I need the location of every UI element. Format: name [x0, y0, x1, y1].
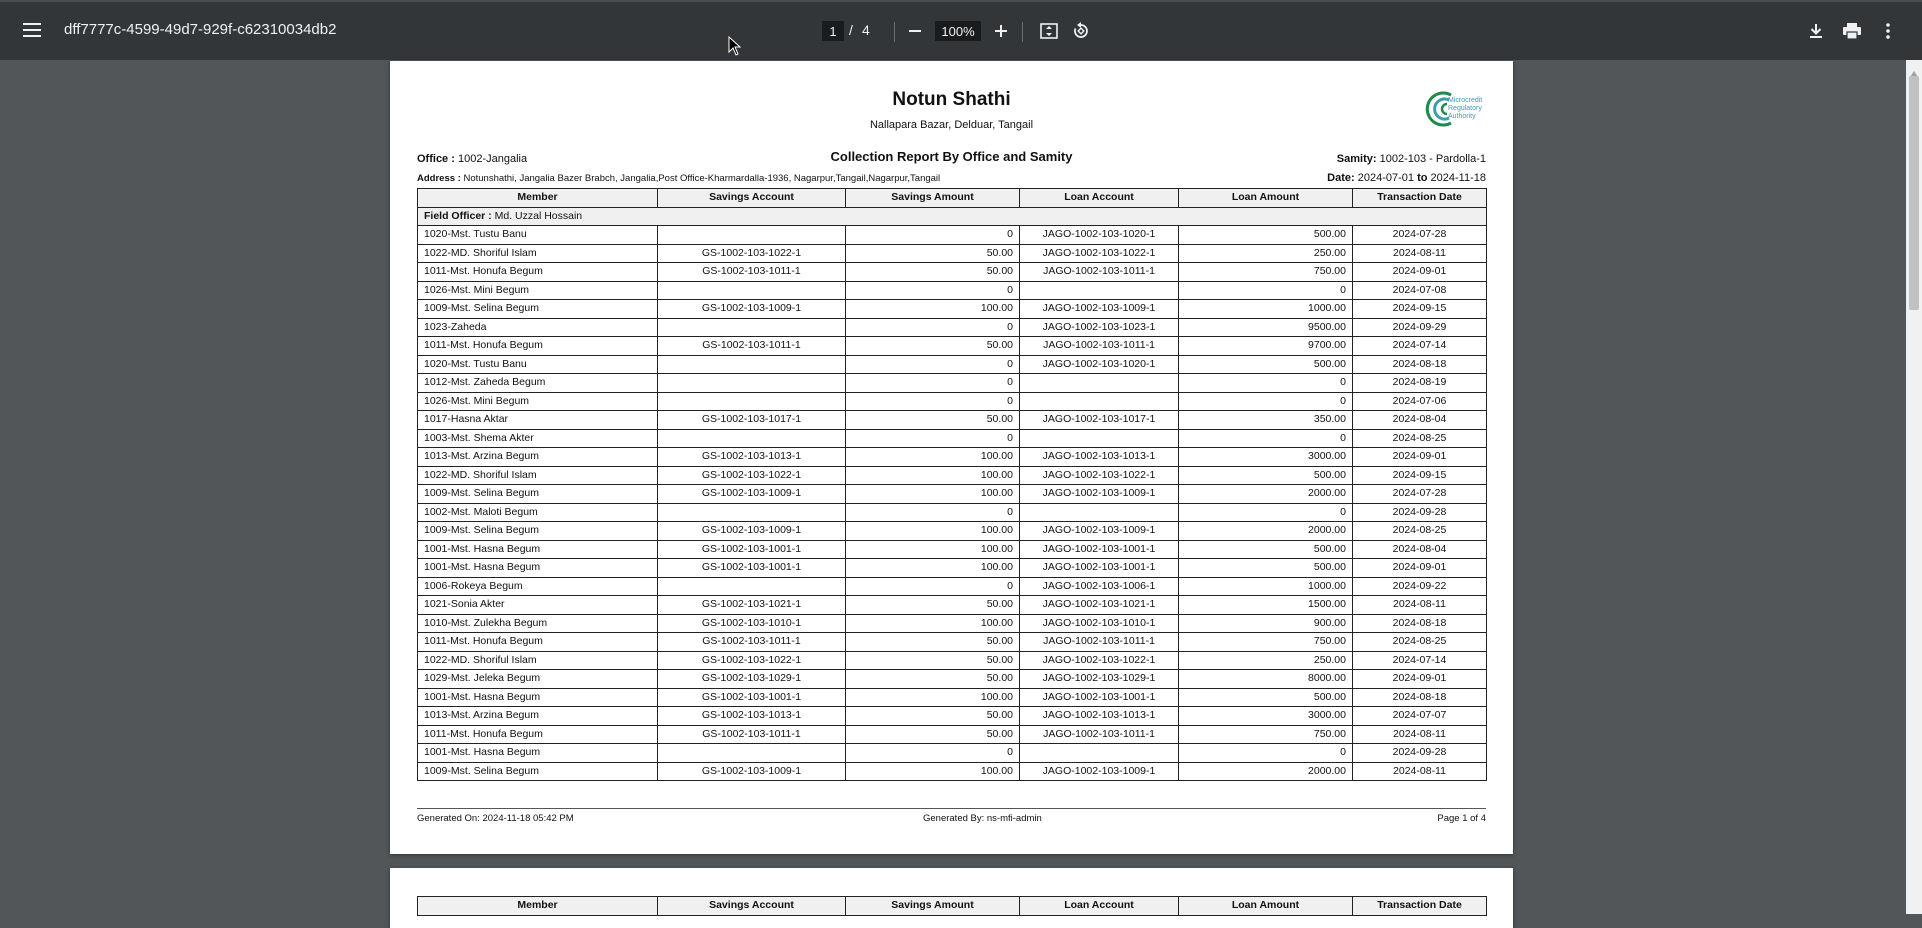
cell-loan-account: JAGO-1002-103-1010-1 [1020, 614, 1179, 633]
column-header-savings-amount: Savings Amount [846, 897, 1020, 916]
cell-transaction-date: 2024-07-28 [1353, 485, 1487, 504]
table-row [418, 355, 1487, 374]
cell-member: 1009-Mst. Selina Begum [418, 762, 658, 781]
cell-loan-account: JAGO-1002-103-1006-1 [1020, 577, 1179, 596]
date-from: 2024-07-01 [1357, 172, 1415, 184]
table-row [418, 577, 1487, 596]
cell-loan-amount: 0 [1179, 281, 1353, 300]
cell-loan-amount: 250.00 [1179, 244, 1353, 263]
cell-member: 1022-MD. Shoriful Islam [418, 466, 658, 485]
cell-transaction-date: 2024-08-18 [1353, 614, 1487, 633]
cell-member: 1020-Mst. Tustu Banu [418, 226, 658, 245]
cell-loan-amount: 900.00 [1179, 614, 1353, 633]
zoom-level-input[interactable] [935, 21, 981, 41]
table-row [418, 633, 1487, 652]
cell-loan-amount: 0 [1179, 429, 1353, 448]
cell-loan-account [1020, 374, 1179, 393]
cell-loan-account: JAGO-1002-103-1017-1 [1020, 411, 1179, 430]
cell-transaction-date: 2024-08-25 [1353, 522, 1487, 541]
column-header-member: Member [418, 189, 658, 208]
cell-transaction-date: 2024-09-22 [1353, 577, 1487, 596]
cell-savings-account: GS-1002-103-1011-1 [658, 337, 846, 356]
cell-savings-amount: 100.00 [846, 485, 1020, 504]
cell-loan-amount: 2000.00 [1179, 485, 1353, 504]
cell-member: 1023-Zaheda [418, 318, 658, 337]
table-row [418, 374, 1487, 393]
cell-loan-amount: 9700.00 [1179, 337, 1353, 356]
cell-member: 1011-Mst. Honufa Begum [418, 725, 658, 744]
cell-savings-amount: 0 [846, 226, 1020, 245]
cell-member: 1020-Mst. Tustu Banu [418, 355, 658, 374]
cell-savings-amount: 100.00 [846, 614, 1020, 633]
fit-to-page-icon[interactable] [1034, 16, 1064, 46]
cell-transaction-date: 2024-09-28 [1353, 503, 1487, 522]
cell-loan-amount: 0 [1179, 374, 1353, 393]
cell-savings-account: GS-1002-103-1021-1 [658, 596, 846, 615]
cell-savings-account: GS-1002-103-1029-1 [658, 670, 846, 689]
cell-loan-amount: 500.00 [1179, 466, 1353, 485]
address-value: Notunshathi, Jangalia Bazer Brabch, Jangalia,Post Office-Kharmardalla-1936, Nagarpur,Tangail,Nagarpur,Tangail [463, 173, 941, 184]
cell-savings-amount: 50.00 [846, 244, 1020, 263]
table-header-row [418, 189, 1487, 208]
cell-transaction-date: 2024-09-01 [1353, 448, 1487, 467]
cell-member: 1009-Mst. Selina Begum [418, 485, 658, 504]
cell-savings-amount: 50.00 [846, 725, 1020, 744]
table-row [418, 244, 1487, 263]
cell-savings-amount: 100.00 [846, 522, 1020, 541]
cell-loan-amount: 3000.00 [1179, 448, 1353, 467]
logo-caption: Microcredit Regulatory Authority [1448, 97, 1483, 120]
table-row [418, 522, 1487, 541]
cell-savings-amount: 100.00 [846, 688, 1020, 707]
cell-savings-amount: 50.00 [846, 707, 1020, 726]
cell-savings-account: GS-1002-103-1001-1 [658, 559, 846, 578]
cell-savings-amount: 100.00 [846, 559, 1020, 578]
more-vertical-icon[interactable] [1873, 16, 1903, 46]
field-officer-row [418, 207, 1487, 226]
cell-member: 1001-Mst. Hasna Begum [418, 540, 658, 559]
cell-savings-amount: 100.00 [846, 762, 1020, 781]
cell-savings-amount: 100.00 [846, 448, 1020, 467]
cell-transaction-date: 2024-08-25 [1353, 633, 1487, 652]
table-row [418, 707, 1487, 726]
plus-icon[interactable] [986, 16, 1016, 46]
address-label: Address : [417, 173, 461, 184]
table-row [418, 466, 1487, 485]
column-header-transaction-date: Transaction Date [1353, 189, 1487, 208]
cell-savings-amount: 50.00 [846, 670, 1020, 689]
column-header-loan-amount: Loan Amount [1179, 897, 1353, 916]
table-row [418, 263, 1487, 282]
cell-loan-amount: 250.00 [1179, 651, 1353, 670]
table-row [418, 318, 1487, 337]
cell-loan-account [1020, 429, 1179, 448]
cell-savings-account: GS-1002-103-1001-1 [658, 540, 846, 559]
table-row [418, 281, 1487, 300]
date-to: 2024-11-18 [1430, 172, 1486, 184]
field-officer-label: Field Officer : [424, 209, 492, 222]
toolbar-divider [894, 22, 895, 42]
cell-savings-amount: 0 [846, 392, 1020, 411]
cell-savings-amount: 100.00 [846, 466, 1020, 485]
cell-loan-amount: 2000.00 [1179, 522, 1353, 541]
total-pages: 4 [862, 22, 870, 38]
cell-transaction-date: 2024-09-15 [1353, 466, 1487, 485]
field-officer-cell [418, 207, 1487, 226]
collection-table [417, 188, 1487, 781]
cell-member: 1001-Mst. Hasna Begum [418, 559, 658, 578]
samity-info [1337, 153, 1486, 165]
cell-member: 1022-MD. Shoriful Islam [418, 651, 658, 670]
cell-savings-amount: 50.00 [846, 263, 1020, 282]
rotate-icon[interactable] [1066, 16, 1096, 46]
cell-loan-account: JAGO-1002-103-1022-1 [1020, 244, 1179, 263]
table-row [418, 670, 1487, 689]
scrollbar-thumb[interactable] [1909, 76, 1919, 310]
cell-transaction-date: 2024-08-18 [1353, 355, 1487, 374]
cell-member: 1017-Hasna Aktar [418, 411, 658, 430]
minus-icon[interactable] [900, 16, 930, 46]
cell-savings-account: GS-1002-103-1013-1 [658, 707, 846, 726]
cell-savings-account: GS-1002-103-1017-1 [658, 411, 846, 430]
cell-savings-amount: 50.00 [846, 411, 1020, 430]
table-row [418, 540, 1487, 559]
cell-loan-amount: 500.00 [1179, 559, 1353, 578]
cell-savings-amount: 50.00 [846, 651, 1020, 670]
cell-loan-account: JAGO-1002-103-1013-1 [1020, 707, 1179, 726]
cell-transaction-date: 2024-08-11 [1353, 762, 1487, 781]
page-separator: / [849, 22, 853, 38]
cell-loan-amount: 8000.00 [1179, 670, 1353, 689]
download-icon[interactable] [1801, 16, 1831, 46]
cell-loan-account: JAGO-1002-103-1029-1 [1020, 670, 1179, 689]
table-row [418, 503, 1487, 522]
table-row [418, 559, 1487, 578]
cell-loan-amount: 0 [1179, 503, 1353, 522]
cell-savings-account [658, 392, 846, 411]
cell-savings-account: GS-1002-103-1013-1 [658, 448, 846, 467]
page-number-input[interactable] [822, 21, 844, 41]
table-row [418, 226, 1487, 245]
cell-loan-account: JAGO-1002-103-1009-1 [1020, 522, 1179, 541]
table-row [418, 762, 1487, 781]
collection-table-page-2 [417, 896, 1487, 916]
cell-transaction-date: 2024-09-15 [1353, 300, 1487, 319]
hamburger-menu-icon[interactable] [16, 12, 48, 48]
table-header-row [418, 897, 1487, 916]
cell-transaction-date: 2024-08-19 [1353, 374, 1487, 393]
cell-savings-account: GS-1002-103-1011-1 [658, 633, 846, 652]
cell-savings-amount: 0 [846, 744, 1020, 763]
cell-loan-amount: 0 [1179, 744, 1353, 763]
cell-loan-account: JAGO-1002-103-1020-1 [1020, 226, 1179, 245]
cell-transaction-date: 2024-09-01 [1353, 263, 1487, 282]
cell-transaction-date: 2024-07-08 [1353, 281, 1487, 300]
column-header-loan-account: Loan Account [1020, 189, 1179, 208]
cell-savings-account [658, 318, 846, 337]
cell-loan-account: JAGO-1002-103-1009-1 [1020, 762, 1179, 781]
table-row [418, 688, 1487, 707]
cell-savings-account: GS-1002-103-1011-1 [658, 725, 846, 744]
table-row [418, 485, 1487, 504]
cell-savings-amount: 50.00 [846, 596, 1020, 615]
cell-loan-account: JAGO-1002-103-1020-1 [1020, 355, 1179, 374]
cell-savings-amount: 50.00 [846, 337, 1020, 356]
cell-savings-account [658, 226, 846, 245]
cell-transaction-date: 2024-08-18 [1353, 688, 1487, 707]
cell-loan-amount: 0 [1179, 392, 1353, 411]
cell-transaction-date: 2024-07-28 [1353, 226, 1487, 245]
cell-loan-account [1020, 392, 1179, 411]
cell-loan-account: JAGO-1002-103-1011-1 [1020, 337, 1179, 356]
cell-member: 1012-Mst. Zaheda Begum [418, 374, 658, 393]
table-row [418, 411, 1487, 430]
cell-member: 1026-Mst. Mini Begum [418, 281, 658, 300]
cell-member: 1011-Mst. Honufa Begum [418, 633, 658, 652]
cell-savings-account [658, 374, 846, 393]
table-row [418, 651, 1487, 670]
table-row [418, 596, 1487, 615]
cell-savings-account: GS-1002-103-1022-1 [658, 651, 846, 670]
samity-value: 1002-103 - Pardolla-1 [1379, 153, 1486, 165]
cell-savings-amount: 0 [846, 281, 1020, 300]
cell-member: 1021-Sonia Akter [418, 596, 658, 615]
cell-loan-account: JAGO-1002-103-1021-1 [1020, 596, 1179, 615]
cell-transaction-date: 2024-08-11 [1353, 244, 1487, 263]
cell-loan-account: JAGO-1002-103-1022-1 [1020, 466, 1179, 485]
cell-loan-account [1020, 744, 1179, 763]
cell-loan-account: JAGO-1002-103-1011-1 [1020, 633, 1179, 652]
cell-loan-account: JAGO-1002-103-1001-1 [1020, 559, 1179, 578]
cell-savings-account: GS-1002-103-1011-1 [658, 263, 846, 282]
cell-loan-account: JAGO-1002-103-1009-1 [1020, 485, 1179, 504]
cell-loan-amount: 500.00 [1179, 226, 1353, 245]
cell-loan-amount: 500.00 [1179, 540, 1353, 559]
column-header-savings-amount: Savings Amount [846, 189, 1020, 208]
date-label: Date: [1327, 172, 1355, 184]
cell-member: 1009-Mst. Selina Begum [418, 300, 658, 319]
cell-transaction-date: 2024-09-01 [1353, 559, 1487, 578]
cell-member: 1002-Mst. Maloti Begum [418, 503, 658, 522]
date-to-word: to [1417, 172, 1428, 184]
table-row [418, 300, 1487, 319]
cell-savings-amount: 0 [846, 355, 1020, 374]
mouse-cursor-icon [728, 36, 742, 61]
cell-savings-account [658, 503, 846, 522]
cell-transaction-date: 2024-07-14 [1353, 337, 1487, 356]
cell-member: 1010-Mst. Zulekha Begum [418, 614, 658, 633]
column-header-transaction-date: Transaction Date [1353, 897, 1487, 916]
cell-member: 1006-Rokeya Begum [418, 577, 658, 596]
cell-member: 1013-Mst. Arzina Begum [418, 448, 658, 467]
footer-divider [417, 808, 1486, 809]
date-range [1327, 172, 1486, 184]
vertical-scrollbar[interactable] [1906, 60, 1922, 914]
cell-loan-amount: 1000.00 [1179, 577, 1353, 596]
cell-member: 1011-Mst. Honufa Begum [418, 337, 658, 356]
cell-member: 1011-Mst. Honufa Begum [418, 263, 658, 282]
cell-transaction-date: 2024-08-04 [1353, 540, 1487, 559]
cell-loan-amount: 500.00 [1179, 688, 1353, 707]
cell-loan-amount: 750.00 [1179, 633, 1353, 652]
cell-loan-account: JAGO-1002-103-1011-1 [1020, 263, 1179, 282]
cell-loan-account: JAGO-1002-103-1001-1 [1020, 540, 1179, 559]
table-row [418, 429, 1487, 448]
branch-address: Nallapara Bazar, Delduar, Tangail [869, 119, 1034, 131]
cell-savings-account [658, 744, 846, 763]
cell-savings-account [658, 281, 846, 300]
cell-savings-account [658, 355, 846, 374]
footer-generated-by: Generated By: ns-mfi-admin [923, 813, 1042, 824]
cell-transaction-date: 2024-09-28 [1353, 744, 1487, 763]
cell-loan-account: JAGO-1002-103-1009-1 [1020, 300, 1179, 319]
cell-member: 1013-Mst. Arzina Begum [418, 707, 658, 726]
cell-loan-amount: 1500.00 [1179, 596, 1353, 615]
cell-savings-amount: 0 [846, 577, 1020, 596]
table-row [418, 614, 1487, 633]
footer-generated-on: Generated On: 2024-11-18 05:42 PM [417, 813, 574, 824]
cell-savings-account [658, 577, 846, 596]
cell-loan-account: JAGO-1002-103-1011-1 [1020, 725, 1179, 744]
table-row [418, 725, 1487, 744]
cell-savings-amount: 0 [846, 318, 1020, 337]
report-title: Collection Report By Office and Samity [830, 149, 1073, 164]
cell-savings-amount: 50.00 [846, 633, 1020, 652]
pdf-toolbar [0, 0, 1922, 60]
company-name: Notun Shathi [892, 89, 1011, 110]
samity-label: Samity: [1336, 153, 1377, 165]
cell-loan-amount: 750.00 [1179, 263, 1353, 282]
office-value: 1002-Jangalia [457, 153, 528, 165]
print-icon[interactable] [1837, 16, 1867, 46]
column-header-loan-account: Loan Account [1020, 897, 1179, 916]
cell-transaction-date: 2024-08-25 [1353, 429, 1487, 448]
document-title: dff7777c-4599-49d7-929f-c62310034db2 [64, 21, 337, 38]
cell-loan-amount: 2000.00 [1179, 762, 1353, 781]
toolbar-divider [1022, 22, 1023, 42]
cell-member: 1003-Mst. Shema Akter [418, 429, 658, 448]
cell-loan-amount: 9500.00 [1179, 318, 1353, 337]
cell-transaction-date: 2024-09-29 [1353, 318, 1487, 337]
cell-loan-account: JAGO-1002-103-1013-1 [1020, 448, 1179, 467]
cell-savings-account: GS-1002-103-1009-1 [658, 522, 846, 541]
column-header-savings-account: Savings Account [658, 897, 846, 916]
cell-transaction-date: 2024-09-01 [1353, 670, 1487, 689]
cell-savings-amount: 100.00 [846, 300, 1020, 319]
column-header-member: Member [418, 897, 658, 916]
address-info [417, 173, 940, 184]
cell-savings-account: GS-1002-103-1010-1 [658, 614, 846, 633]
cell-loan-account: JAGO-1002-103-1023-1 [1020, 318, 1179, 337]
table-row [418, 392, 1487, 411]
cell-member: 1022-MD. Shoriful Islam [418, 244, 658, 263]
cell-savings-amount: 0 [846, 374, 1020, 393]
cell-savings-account: GS-1002-103-1009-1 [658, 485, 846, 504]
cell-savings-account: GS-1002-103-1022-1 [658, 466, 846, 485]
field-officer-name: Md. Uzzal Hossain [494, 209, 583, 222]
cell-loan-amount: 500.00 [1179, 355, 1353, 374]
cell-transaction-date: 2024-08-04 [1353, 411, 1487, 430]
table-row [418, 744, 1487, 763]
cell-savings-account: GS-1002-103-1009-1 [658, 300, 846, 319]
column-header-loan-amount: Loan Amount [1179, 189, 1353, 208]
table-row [418, 337, 1487, 356]
mra-logo [1425, 87, 1487, 133]
cell-savings-account: GS-1002-103-1001-1 [658, 688, 846, 707]
cell-member: 1001-Mst. Hasna Begum [418, 688, 658, 707]
cell-transaction-date: 2024-08-11 [1353, 596, 1487, 615]
cell-member: 1029-Mst. Jeleka Begum [418, 670, 658, 689]
cell-savings-account [658, 429, 846, 448]
office-label: Office : [417, 153, 455, 165]
cell-loan-account: JAGO-1002-103-1022-1 [1020, 651, 1179, 670]
table-row [418, 448, 1487, 467]
cell-loan-amount: 1000.00 [1179, 300, 1353, 319]
cell-loan-amount: 750.00 [1179, 725, 1353, 744]
cell-transaction-date: 2024-07-06 [1353, 392, 1487, 411]
cell-savings-account: GS-1002-103-1022-1 [658, 244, 846, 263]
cell-loan-account: JAGO-1002-103-1001-1 [1020, 688, 1179, 707]
cell-transaction-date: 2024-08-11 [1353, 725, 1487, 744]
cell-savings-amount: 0 [846, 429, 1020, 448]
cell-member: 1009-Mst. Selina Begum [418, 522, 658, 541]
footer-page-number: Page 1 of 4 [1437, 813, 1486, 824]
cell-savings-amount: 100.00 [846, 540, 1020, 559]
pdf-page-1 [390, 61, 1513, 854]
cell-member: 1026-Mst. Mini Begum [418, 392, 658, 411]
cell-loan-amount: 3000.00 [1179, 707, 1353, 726]
cell-transaction-date: 2024-07-14 [1353, 651, 1487, 670]
cell-member: 1001-Mst. Hasna Begum [418, 744, 658, 763]
cell-transaction-date: 2024-07-07 [1353, 707, 1487, 726]
cell-loan-amount: 350.00 [1179, 411, 1353, 430]
cell-savings-amount: 0 [846, 503, 1020, 522]
column-header-savings-account: Savings Account [658, 189, 846, 208]
cell-loan-account [1020, 503, 1179, 522]
cell-savings-account: GS-1002-103-1009-1 [658, 762, 846, 781]
cell-loan-account [1020, 281, 1179, 300]
pdf-page-2 [390, 868, 1513, 928]
